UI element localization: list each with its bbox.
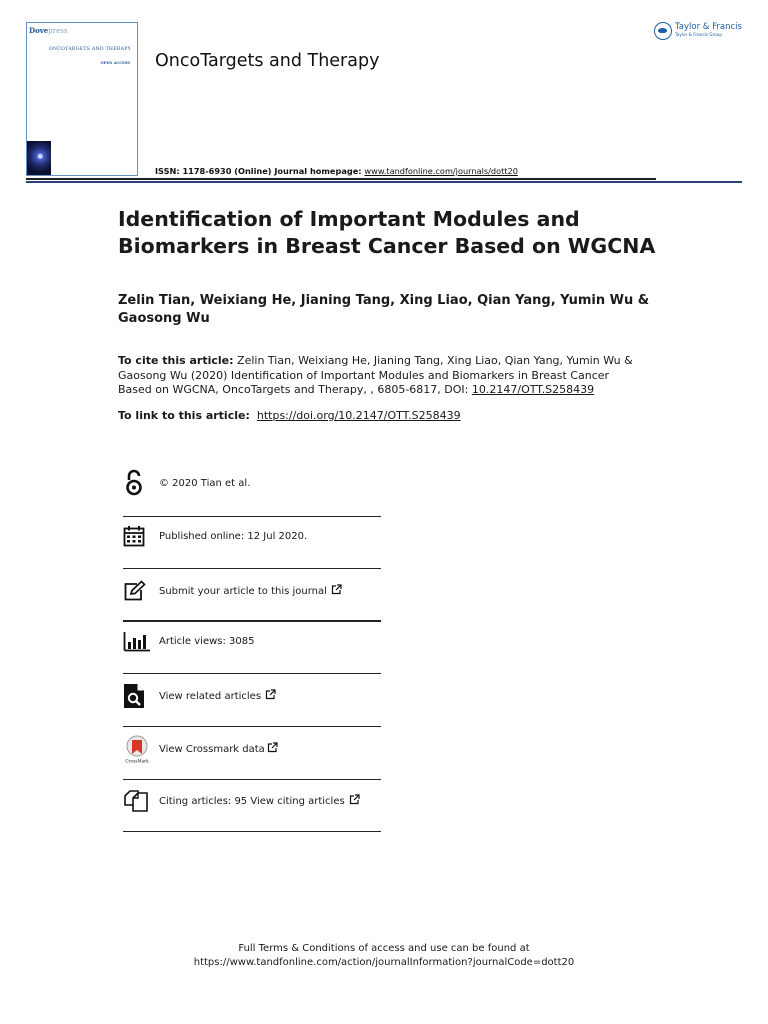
info-separator: [123, 831, 381, 832]
publisher-name: Taylor & Francis: [675, 22, 742, 32]
external-link-icon: [331, 584, 342, 598]
journal-cover-thumbnail: [26, 22, 138, 176]
footer-line-1: Full Terms & Conditions of access and use can be found at: [238, 943, 530, 954]
taylor-francis-logo-icon: [654, 22, 672, 40]
crossmark-link[interactable]: View Crossmark data: [159, 743, 265, 755]
article-link-line: [118, 409, 461, 424]
info-separator: [123, 620, 381, 622]
bar-chart-icon: [123, 626, 153, 656]
footer-terms-link[interactable]: https://www.tandfonline.com/action/journalInformation?journalCode=dott20: [193, 957, 575, 968]
crossmark-logo-text: CrossMark: [125, 758, 149, 764]
citation-block: [118, 354, 638, 398]
article-authors: Zelin Tian, Weixiang He, Jianing Tang, Xing Liao, Qian Yang, Yumin Wu & Gaosong Wu: [118, 293, 650, 326]
submit-row[interactable]: [123, 575, 381, 607]
citing-row[interactable]: [123, 785, 381, 817]
submit-link[interactable]: Submit your article to this journal: [159, 585, 327, 597]
cite-text: Zelin Tian, Weixiang He, Jianing Tang, Xing Liao, Qian Yang, Yumin Wu & Gaosong Wu (2020) Identification of Important Modules and Biomarkers in Breast Cancer Based on WGCNA, OncoTargets and Therapy, , 6805-6817, DOI:: [118, 354, 633, 396]
related-row[interactable]: [123, 680, 381, 712]
publisher-group: Taylor & Francis Group: [675, 32, 723, 37]
calendar-icon: [123, 521, 153, 551]
cover-badge: OPEN ACCESS: [100, 61, 130, 65]
related-articles-search-icon: [123, 681, 153, 711]
article-title: Identification of Important Modules and Biomarkers in Breast Cancer Based on WGCNA: [118, 207, 656, 258]
cover-brand: Dovepress: [29, 26, 68, 35]
cite-doi-link[interactable]: 10.2147/OTT.S258439: [471, 383, 595, 396]
publisher-logo: [654, 22, 742, 40]
copyright-row: [123, 467, 381, 499]
crossmark-row[interactable]: [123, 733, 381, 765]
external-link-icon: [265, 689, 276, 703]
cover-image: [27, 141, 51, 175]
views-text: Article views: 3085: [159, 635, 255, 647]
info-separator: [123, 516, 381, 517]
cite-label: To cite this article:: [118, 354, 234, 367]
cover-title: ONCOTARGETS AND THERAPY: [48, 47, 131, 52]
external-link-icon: [349, 794, 360, 808]
copyright-text: © 2020 Tian et al.: [159, 477, 251, 489]
journal-homepage-link[interactable]: www.tandfonline.com/journals/dott20: [364, 166, 518, 176]
external-link-icon: [267, 742, 278, 756]
views-row: [123, 625, 381, 657]
citing-link[interactable]: Citing articles: 95 View citing articles: [159, 795, 345, 807]
header-rule-blue: [26, 181, 742, 183]
published-text: Published online: 12 Jul 2020.: [159, 530, 308, 542]
edit-icon: [123, 576, 153, 606]
related-link[interactable]: View related articles: [159, 690, 262, 702]
citing-articles-icon: [123, 786, 153, 816]
link-label: To link to this article:: [118, 409, 250, 422]
info-separator: [123, 779, 381, 780]
issn-label: ISSN: 1178-6930 (Online) Journal homepage:: [155, 166, 362, 176]
info-separator: [123, 726, 381, 727]
info-separator: [123, 568, 381, 569]
article-doi-link[interactable]: https://doi.org/10.2147/OTT.S258439: [256, 409, 461, 422]
header-rule: [26, 178, 656, 180]
info-separator: [123, 673, 381, 674]
issn-line: [155, 166, 518, 176]
crossmark-icon: [123, 734, 153, 764]
open-access-icon: [123, 468, 153, 498]
journal-name: OncoTargets and Therapy: [155, 51, 380, 71]
footer-terms: [0, 942, 768, 970]
published-row: [123, 520, 381, 552]
